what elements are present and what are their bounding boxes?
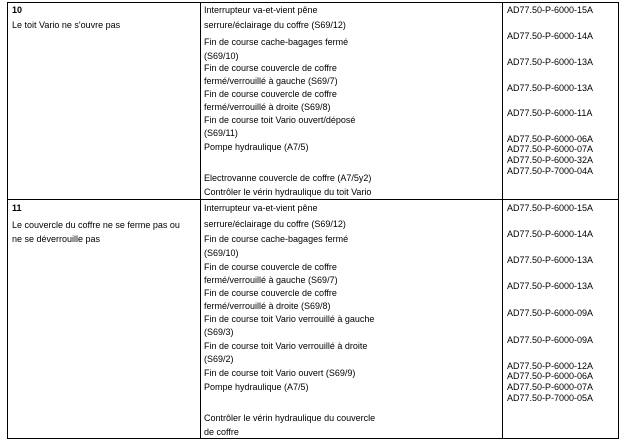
table-border-bottom	[7, 438, 619, 439]
check-item: fermé/verrouillé à droite (S69/8)	[204, 301, 331, 311]
column-divider	[502, 2, 503, 439]
check-item: fermé/verrouillé à gauche (S69/7)	[204, 275, 338, 285]
check-item: (S69/10)	[204, 248, 239, 258]
document-ref: AD77.50-P-6000-13A	[507, 255, 594, 265]
check-item: Pompe hydraulique (A7/5)	[204, 382, 309, 392]
check-item: Contrôler le vérin hydraulique du couvercle	[204, 413, 376, 423]
fault-description: Le toit Vario ne s'ouvre pas	[12, 20, 121, 30]
document-ref: AD77.50-P-6000-15A	[507, 203, 594, 213]
fault-description: ne se déverrouille pas	[12, 234, 101, 244]
check-item: Pompe hydraulique (A7/5)	[204, 142, 309, 152]
document-ref: AD77.50-P-6000-06A	[507, 371, 594, 381]
fault-description: Le couvercle du coffre ne se ferme pas ou	[12, 220, 180, 230]
document-ref: AD77.50-P-7000-05A	[507, 393, 594, 403]
row-number: 10	[12, 5, 23, 15]
check-item: (S69/3)	[204, 327, 234, 337]
table-border-right	[618, 2, 619, 439]
check-item: Interrupteur va-et-vient pêne	[204, 203, 318, 213]
document-ref: AD77.50-P-6000-14A	[507, 31, 594, 41]
document-ref: AD77.50-P-6000-09A	[507, 308, 594, 318]
check-item: Fin de course toit Vario verrouillé à droite	[204, 341, 368, 351]
check-item: Fin de course couvercle de coffre	[204, 63, 337, 73]
document-ref: AD77.50-P-6000-32A	[507, 155, 594, 165]
document-ref: AD77.50-P-6000-07A	[507, 382, 594, 392]
check-item: (S69/2)	[204, 354, 234, 364]
document-ref: AD77.50-P-7000-04A	[507, 166, 594, 176]
check-item: Fin de course toit Vario verrouillé à gauche	[204, 314, 375, 324]
document-ref: AD77.50-P-6000-13A	[507, 281, 594, 291]
check-item: Fin de course cache-bagages fermé	[204, 234, 349, 244]
check-item: (S69/11)	[204, 128, 238, 138]
check-item: Fin de course toit Vario ouvert (S69/9)	[204, 368, 356, 378]
check-item: Fin de course couvercle de coffre	[204, 288, 337, 298]
row-divider	[7, 199, 619, 200]
document-ref: AD77.50-P-6000-12A	[507, 361, 594, 371]
check-item: Electrovanne couvercle de coffre (A7/5y2)	[204, 173, 372, 183]
row-number: 11	[12, 203, 22, 213]
check-item: serrure/éclairage du coffre (S69/12)	[204, 20, 346, 30]
column-divider	[200, 2, 201, 439]
check-item: (S69/10)	[204, 51, 239, 61]
document-ref: AD77.50-P-6000-09A	[507, 335, 594, 345]
document-ref: AD77.50-P-6000-13A	[507, 57, 594, 67]
check-item: fermé/verrouillé à droite (S69/8)	[204, 102, 331, 112]
check-item: Fin de course toit Vario ouvert/déposé	[204, 115, 356, 125]
document-ref: AD77.50-P-6000-14A	[507, 229, 594, 239]
table-border-left	[7, 2, 8, 439]
document-ref: AD77.50-P-6000-06A	[507, 134, 594, 144]
check-item: Contrôler le vérin hydraulique du toit Vario	[204, 187, 372, 197]
check-item: fermé/verrouillé à gauche (S69/7)	[204, 76, 338, 86]
document-ref: AD77.50-P-6000-07A	[507, 144, 594, 154]
table-border-top	[7, 2, 619, 3]
check-item: serrure/éclairage du coffre (S69/12)	[204, 219, 346, 229]
document-ref: AD77.50-P-6000-13A	[507, 83, 594, 93]
document-ref: AD77.50-P-6000-11A	[507, 108, 593, 118]
check-item: Interrupteur va-et-vient pêne	[204, 5, 318, 15]
check-item: Fin de course couvercle de coffre	[204, 262, 337, 272]
check-item: de coffre	[204, 427, 239, 437]
check-item: Fin de course couvercle de coffre	[204, 89, 337, 99]
check-item: Fin de course cache-bagages fermé	[204, 37, 349, 47]
document-ref: AD77.50-P-6000-15A	[507, 5, 594, 15]
